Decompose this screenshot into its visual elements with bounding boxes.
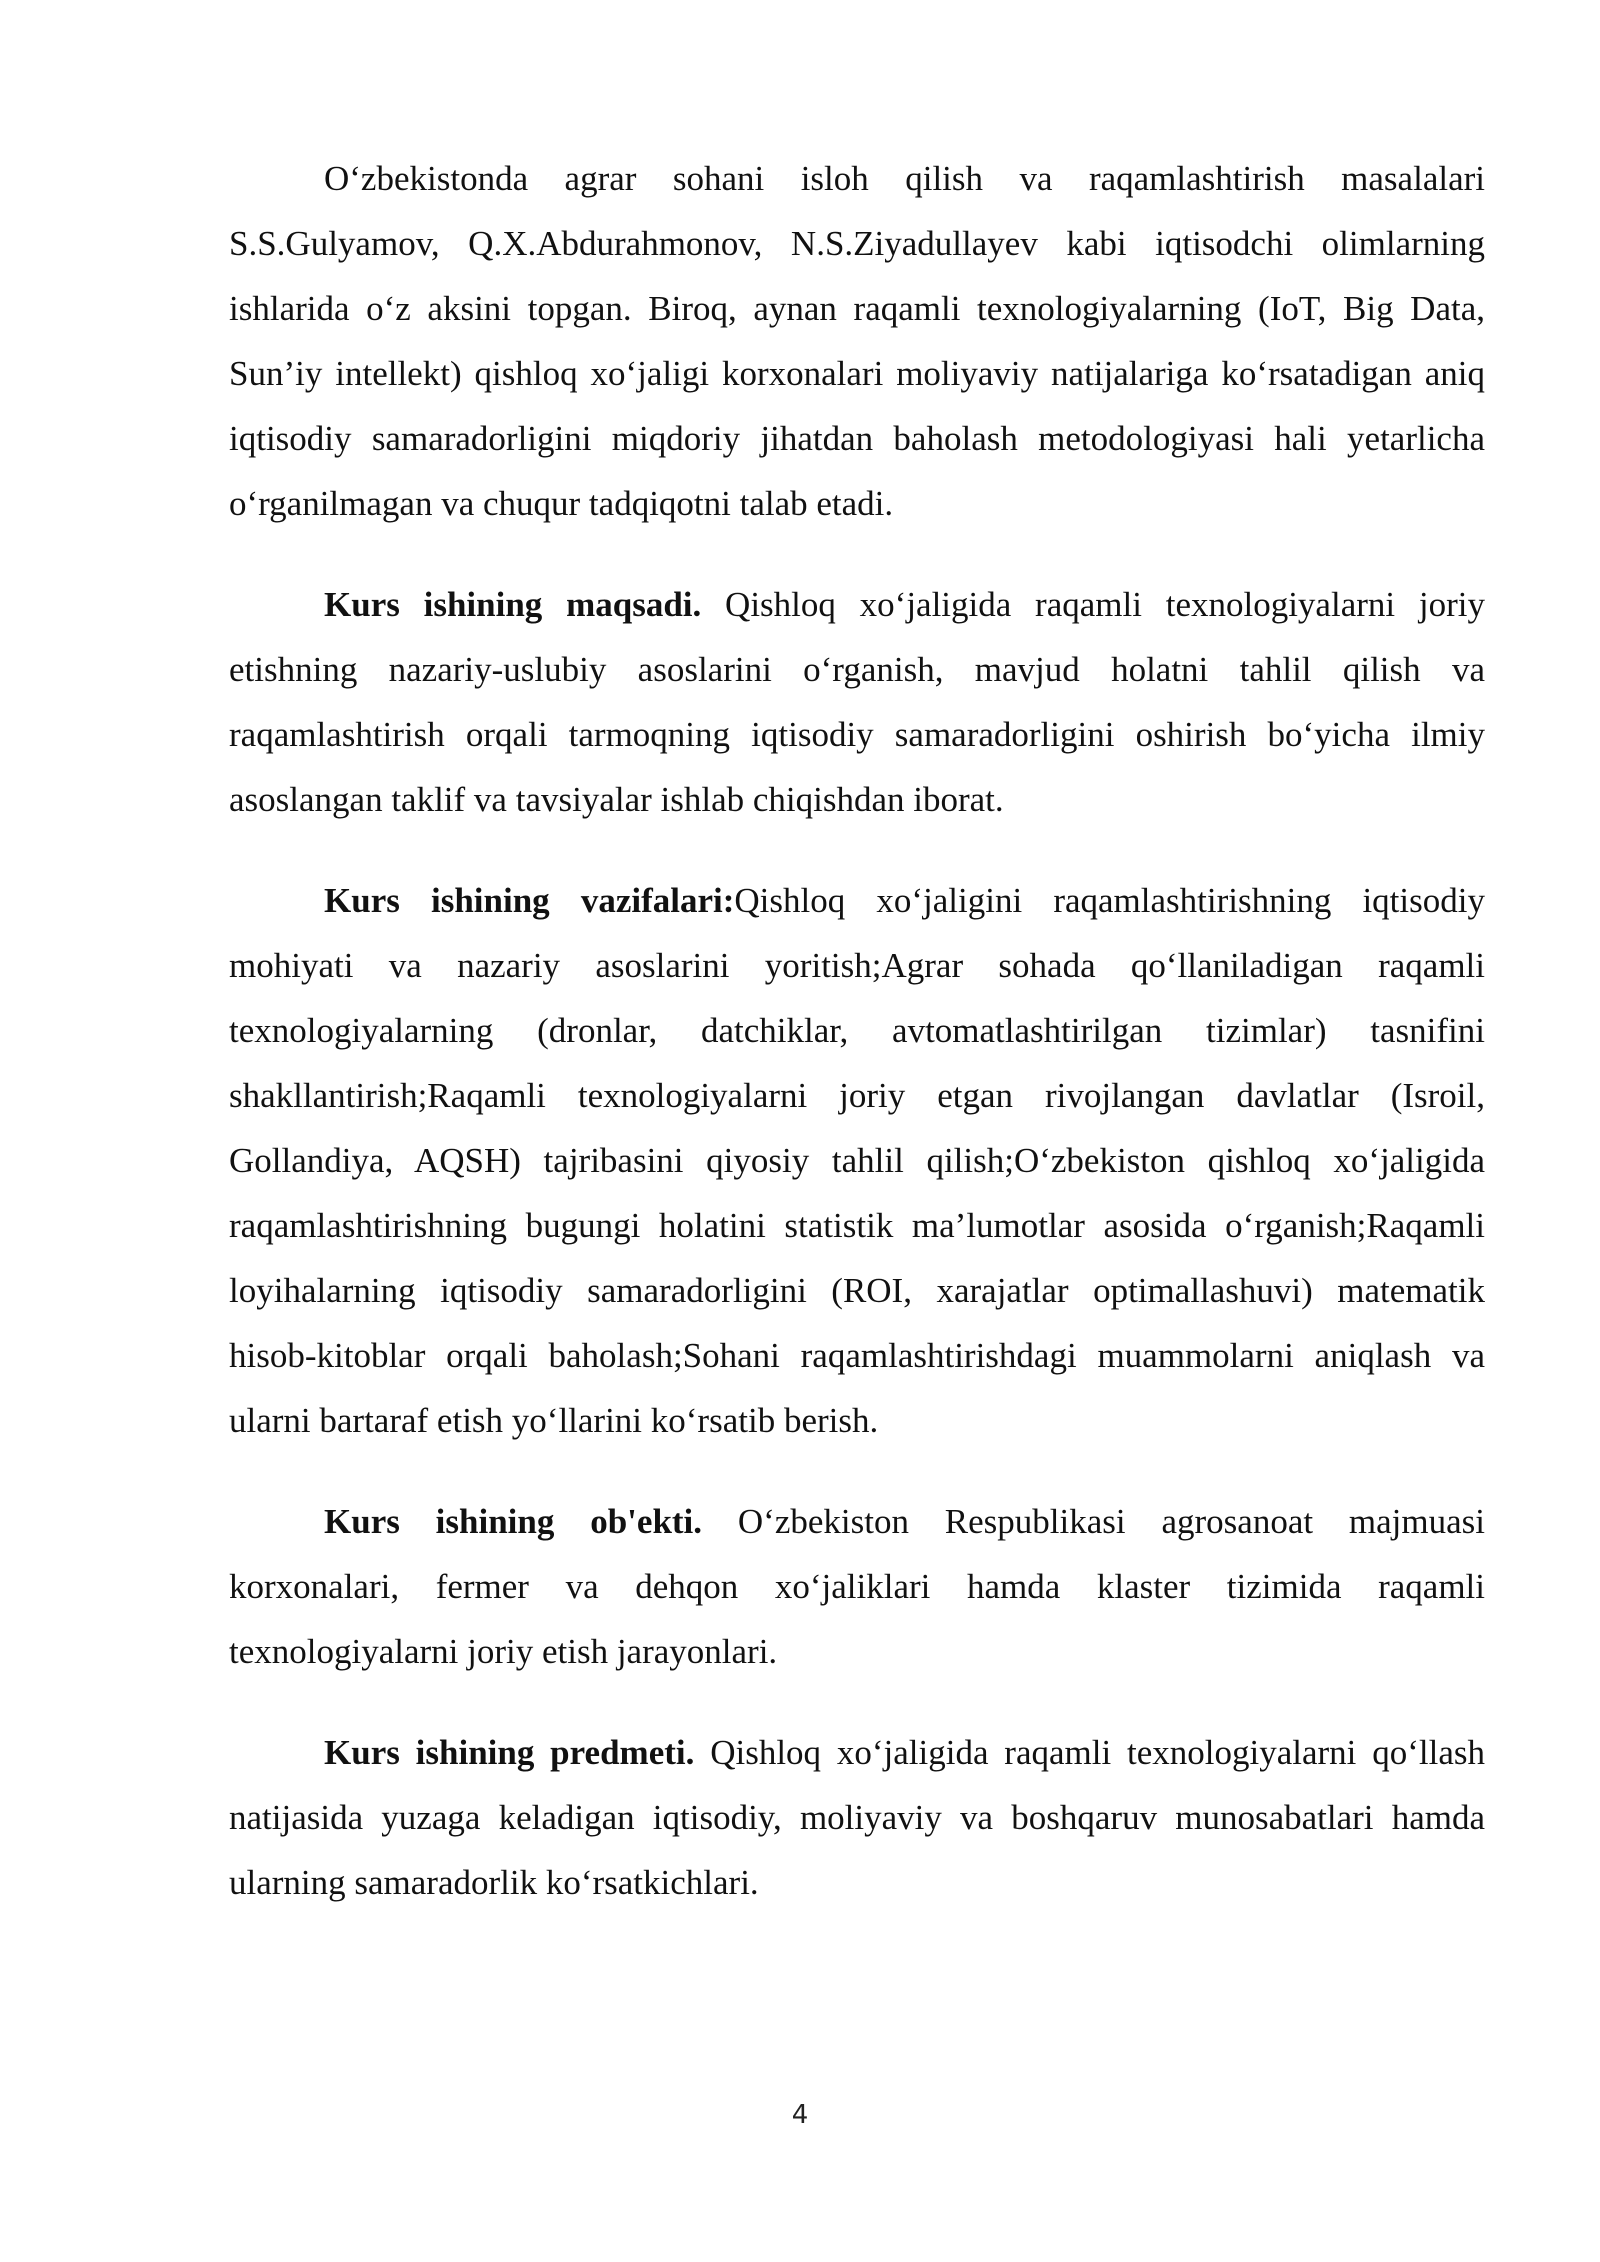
paragraph-object xyxy=(229,1489,1485,1684)
paragraph-text: O‘zbekistonda agrar sohani isloh qilish va raqamlashtirish masalalari S.S.Gulyamov, Q.X.Abdurahmonov, N.S.Ziyadullayev kabi iqtisodchi olimlarning ishlarida o‘z aksini topgan. Biroq, aynan raqamli texnologiyalarning (IoT, Big Data, Sun’iy intellekt) qishloq xo‘jaligi korxonalari moliyaviy natijalariga ko‘rsatadigan aniq iqtisodiy samaradorligini miqdoriy jihatdan baholash metodologiyasi hali yetarlicha o‘rganilmagan va chuqur tadqiqotni talab etadi. xyxy=(229,159,1485,523)
paragraph-heading: Kurs ishining ob'ekti. xyxy=(324,1502,703,1541)
paragraph-goal xyxy=(229,572,1485,832)
paragraph-text: Qishloq xo‘jaligini raqamlashtirishning iqtisodiy mohiyati va nazariy asoslarini yoritish;Agrar sohada qo‘llaniladigan raqamli texnologiyalarning (dronlar, datchiklar, avtomatlashtirilgan tizimlar) tasnifini shakllantirish;Raqamli texnologiyalarni joriy etgan rivojlangan davlatlar (Isroil, Gollandiya, AQSH) tajribasini qiyosiy tahlil qilish;O‘zbekiston qishloq xo‘jaligida raqamlashtirishning bugungi holatini statistik ma’lumotlar asosida o‘rganish;Raqamli loyihalarning iqtisodiy samaradorligini (ROI, xarajatlar optimallashuvi) matematik hisob-kitoblar orqali baholash;Sohani raqamlashtirishdagi muammolarni aniqlash va ularni bartaraf etish yo‘llarini ko‘rsatib berish. xyxy=(229,881,1485,1440)
paragraph-tasks xyxy=(229,868,1485,1453)
paragraph-heading: Kurs ishining vazifalari: xyxy=(324,881,735,920)
page-number: 4 xyxy=(791,2100,809,2130)
paragraph-heading: Kurs ishining predmeti. xyxy=(324,1733,695,1772)
paragraph-intro xyxy=(229,146,1485,536)
body-text xyxy=(229,146,1485,1915)
paragraph-heading: Kurs ishining maqsadi. xyxy=(324,585,702,624)
paragraph-text: O‘zbekiston Respublikasi agrosanoat majmuasi korxonalari, fermer va dehqon xo‘jaliklari hamda klaster tizimida raqamli texnologiyalarni joriy etish jarayonlari. xyxy=(229,1502,1485,1671)
paragraph-text: Qishloq xo‘jaligida raqamli texnologiyalarni joriy etishning nazariy-uslubiy asoslarini o‘rganish, mavjud holatni tahlil qilish va raqamlashtirish orqali tarmoqning iqtisodiy samaradorligini oshirish bo‘yicha ilmiy asoslangan taklif va tavsiyalar ishlab chiqishdan iborat. xyxy=(229,585,1485,819)
paragraph-text: Qishloq xo‘jaligida raqamli texnologiyalarni qo‘llash natijasida yuzaga keladigan iqtisodiy, moliyaviy va boshqaruv munosabatlari hamda ularning samaradorlik ko‘rsatkichlari. xyxy=(229,1733,1485,1902)
paragraph-subject xyxy=(229,1720,1485,1915)
